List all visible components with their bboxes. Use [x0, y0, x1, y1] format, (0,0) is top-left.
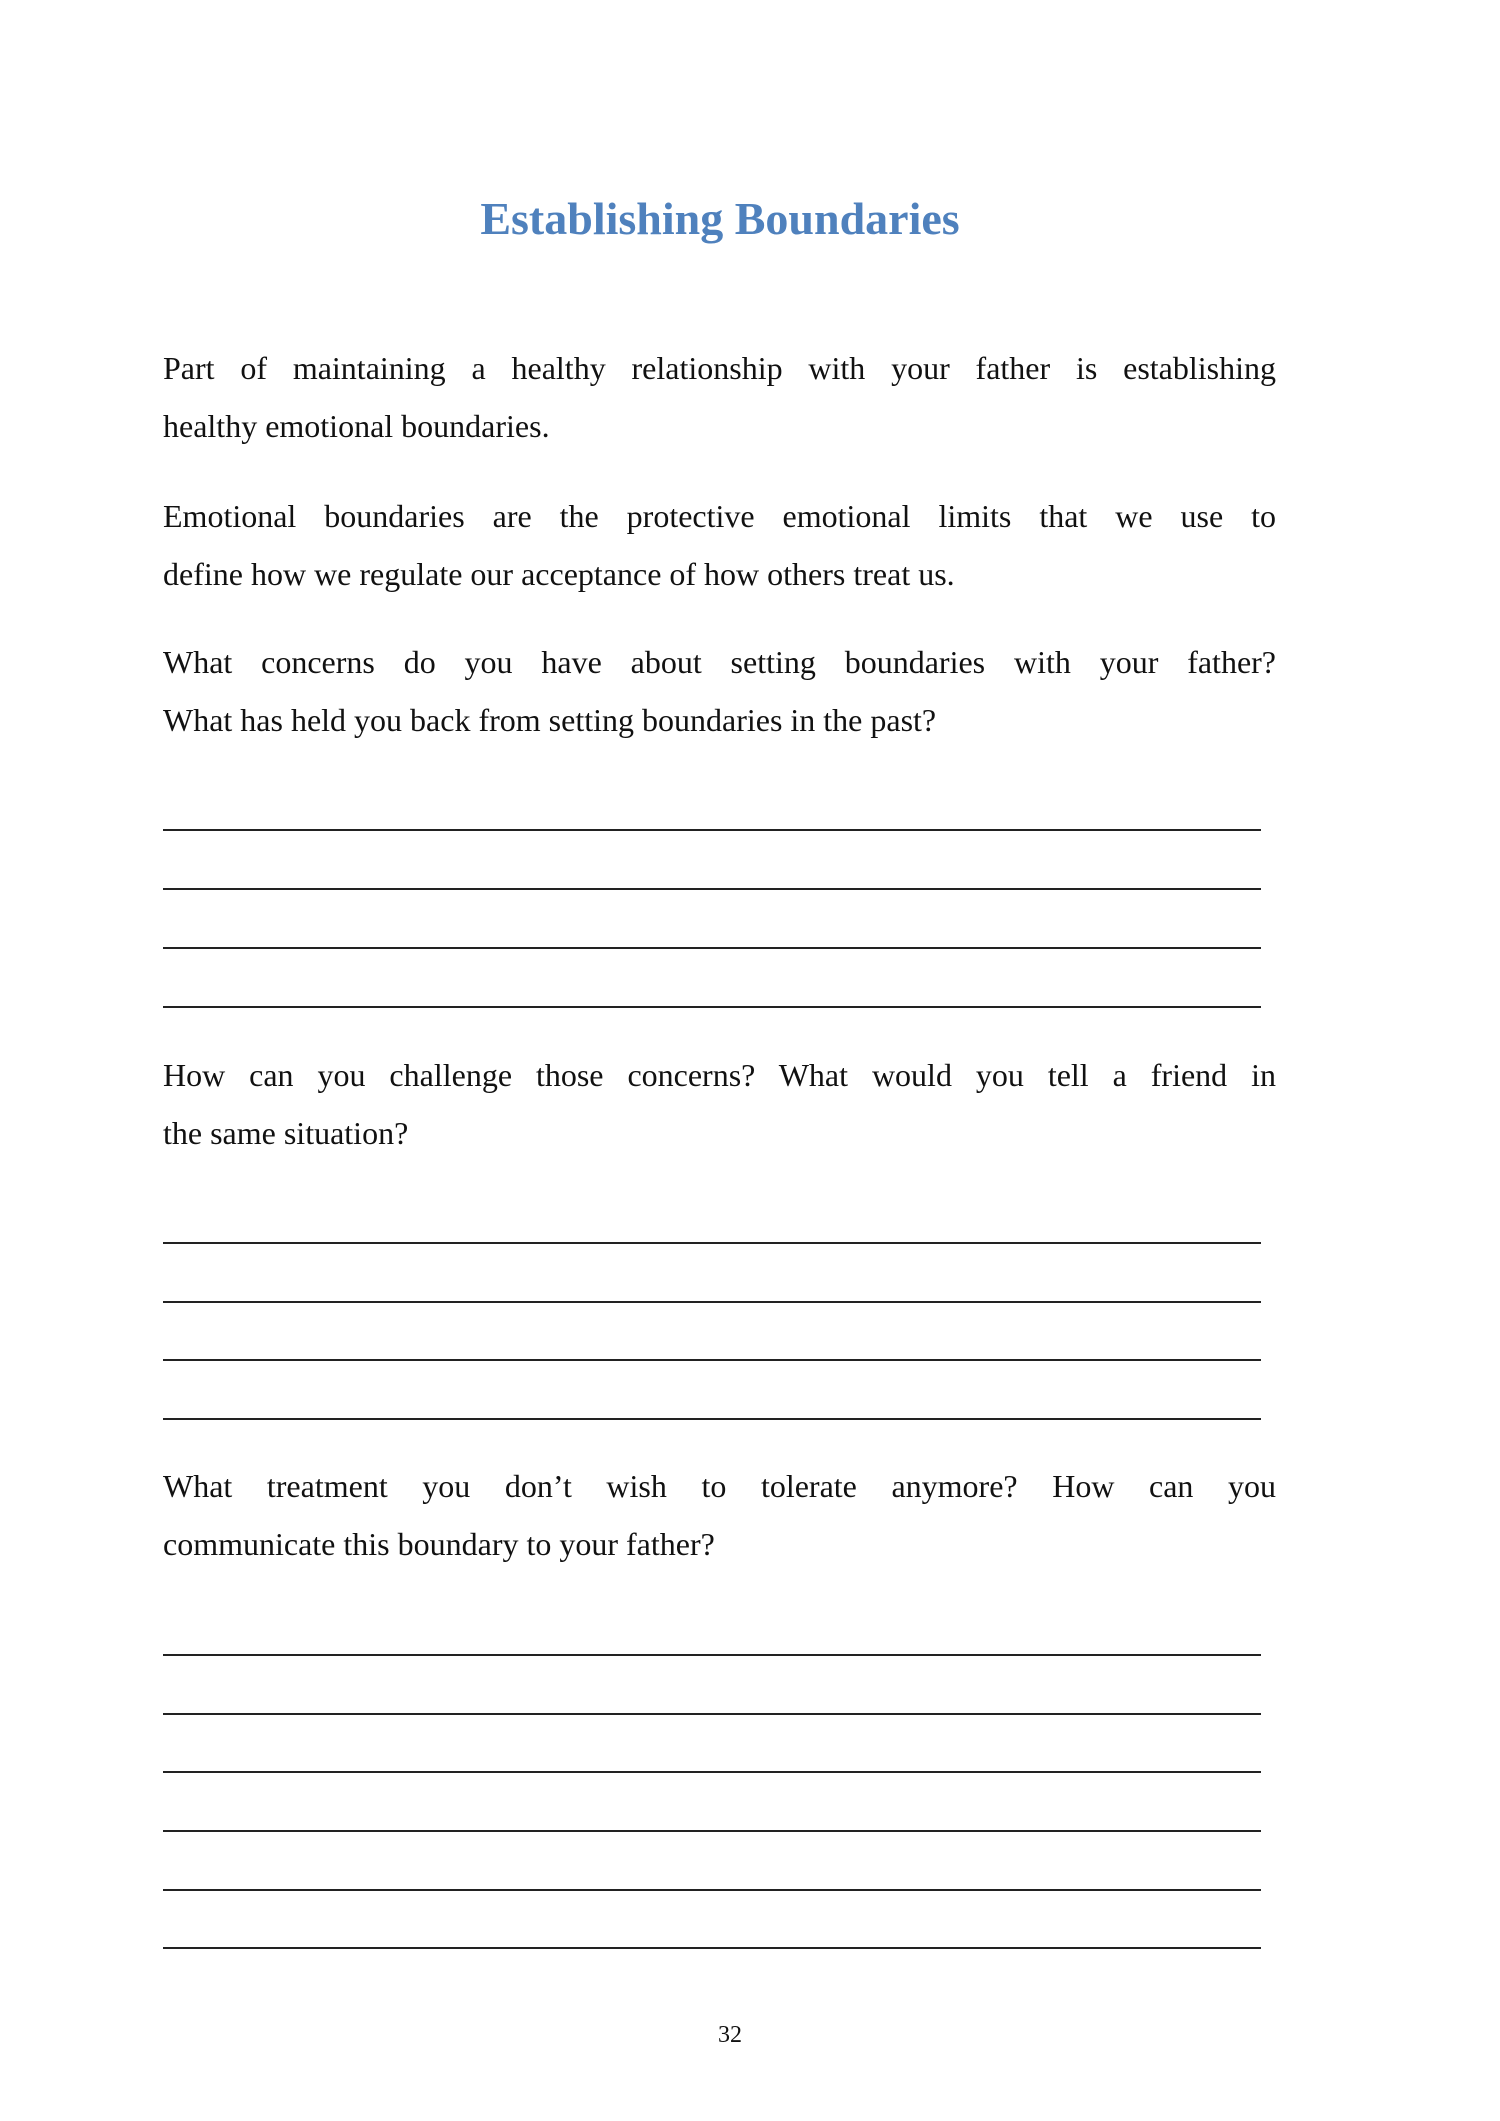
intro-paragraph-line: Part of maintaining a healthy relationship with your father is establishing	[163, 350, 1276, 386]
question-1-line: What has held you back from setting boundaries in the past?	[163, 702, 937, 738]
page-number: 32	[718, 2022, 742, 2048]
answer-line-q1[interactable]	[163, 888, 1261, 890]
definition-paragraph-line: define how we regulate our acceptance of how others treat us.	[163, 556, 955, 592]
answer-line-q2[interactable]	[163, 1242, 1261, 1244]
question-3-line: communicate this boundary to your father?	[163, 1526, 715, 1562]
question-1-line: What concerns do you have about setting boundaries with your father?	[163, 644, 1276, 680]
definition-paragraph-line: Emotional boundaries are the protective emotional limits that we use to	[163, 498, 1276, 534]
answer-line-q2[interactable]	[163, 1418, 1261, 1420]
answer-line-q2[interactable]	[163, 1359, 1261, 1361]
question-3-line: What treatment you don’t wish to tolerate anymore? How can you	[163, 1468, 1276, 1504]
answer-line-q3[interactable]	[163, 1889, 1261, 1891]
question-2-line: How can you challenge those concerns? What would you tell a friend in	[163, 1057, 1276, 1093]
answer-line-q2[interactable]	[163, 1301, 1261, 1303]
answer-line-q3[interactable]	[163, 1654, 1261, 1656]
answer-line-q1[interactable]	[163, 829, 1261, 831]
answer-line-q3[interactable]	[163, 1713, 1261, 1715]
answer-line-q1[interactable]	[163, 947, 1261, 949]
question-2-line: the same situation?	[163, 1115, 409, 1151]
answer-line-q3[interactable]	[163, 1771, 1261, 1773]
answer-line-q3[interactable]	[163, 1947, 1261, 1949]
page-title: Establishing Boundaries	[480, 193, 960, 244]
intro-paragraph-line: healthy emotional boundaries.	[163, 408, 550, 444]
answer-line-q1[interactable]	[163, 1006, 1261, 1008]
answer-line-q3[interactable]	[163, 1830, 1261, 1832]
